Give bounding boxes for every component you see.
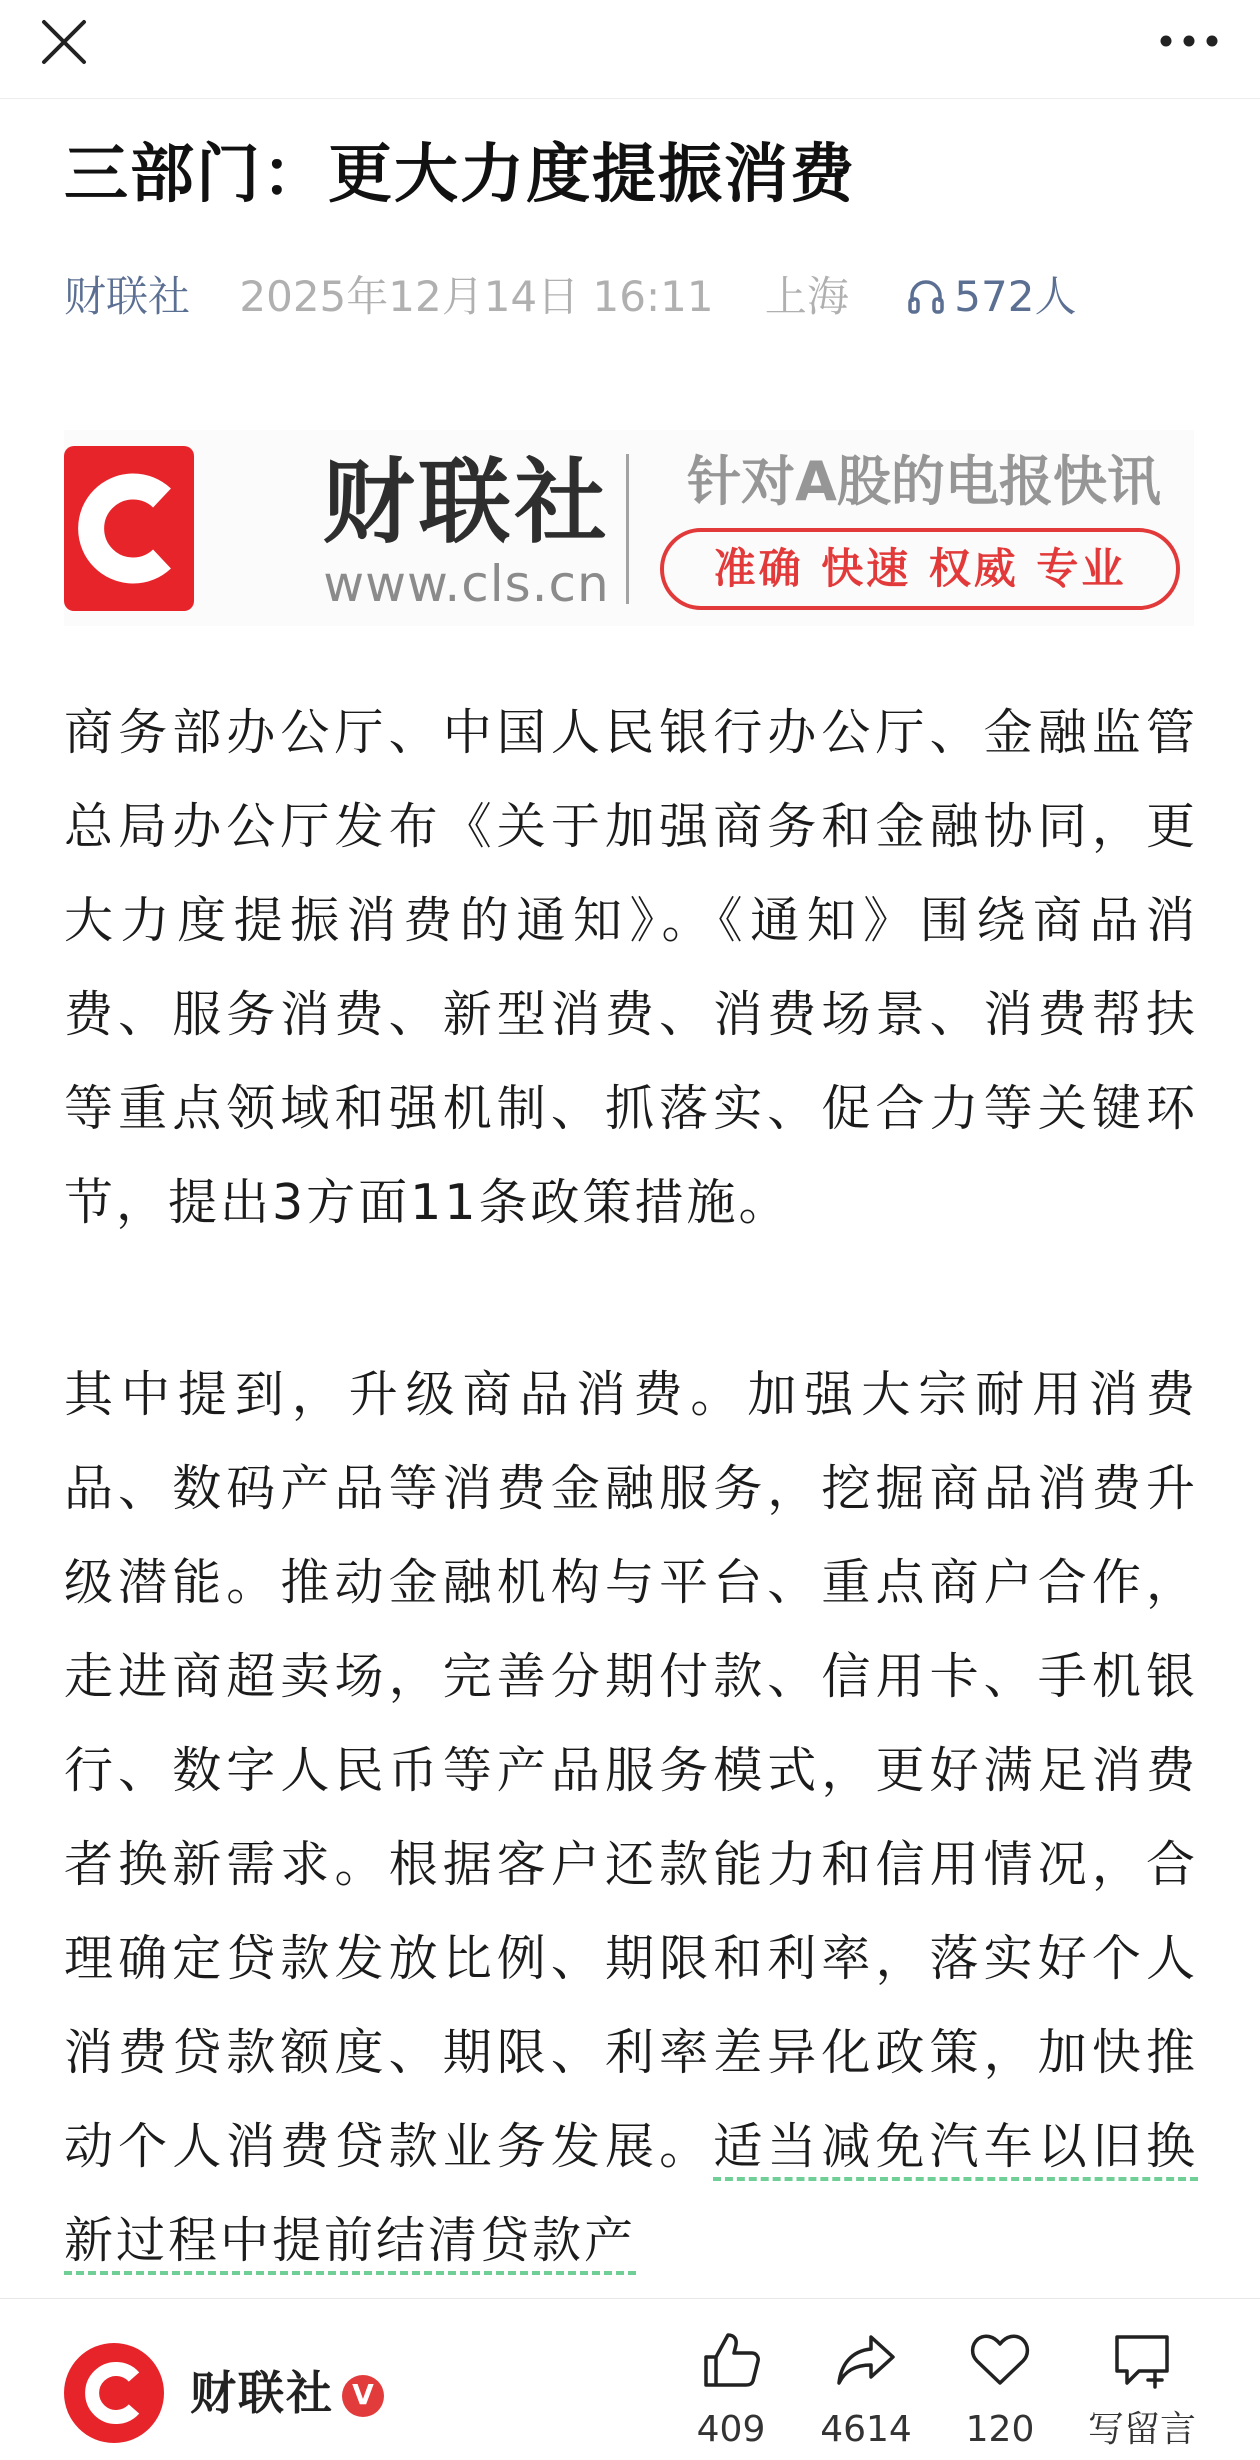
account-avatar[interactable]	[64, 2343, 164, 2443]
article-paragraph: 商务部办公厅、中国人民银行办公厅、金融监管总局办公厅发布《关于加强商务和金融协同，更大力度提振消费的通知》。《通知》围绕商品消费、服务消费、新型消费、消费场景、消费帮扶等重点领域和强机制、抓落实、促合力等关键环节，提出3方面11条政策措施。	[64, 704, 1198, 1231]
bottom-action-bar	[0, 2298, 1260, 2460]
banner-divider	[626, 454, 629, 604]
heart-icon	[967, 2327, 1033, 2393]
paragraph-text: 其中提到，升级商品消费。加强大宗耐用消费品、数码产品等消费金融服务，挖掘商品消费升级潜能。推动金融机构与平台、重点商户合作，走进商超卖场，完善分期付款、信用卡、手机银行、数字人民币等产品服务模式，更好满足消费者换新需求。根据客户还款能力和信用情况，合理确定贷款发放比例、期限和利率，落实好个人消费贷款额度、期限、利率差异化政策，加快推动个人消费贷款业务发展。	[64, 1366, 1198, 2175]
source-link[interactable]: 财联社	[64, 272, 191, 321]
article-paragraph	[64, 1348, 1198, 2288]
more-icon	[1154, 16, 1224, 66]
favorite-count: 120	[965, 2409, 1035, 2450]
article-meta	[64, 262, 1204, 332]
banner-tagline: 准确 快速 权威 专业	[660, 528, 1180, 610]
listen-count: 572人	[954, 272, 1077, 321]
favorite-button[interactable]	[940, 2327, 1060, 2457]
banner-slogan: 针对A股的电报快讯	[687, 450, 1161, 513]
top-bar	[0, 0, 1260, 99]
publish-location: 上海	[764, 272, 849, 321]
headphones-icon	[906, 276, 946, 316]
close-button[interactable]	[36, 14, 92, 70]
banner-brand: 财联社	[322, 449, 611, 556]
share-count: 4614	[820, 2409, 912, 2450]
thumbs-up-icon	[698, 2327, 764, 2393]
account-name[interactable]: 财联社	[190, 2366, 334, 2420]
comment-button[interactable]	[1077, 2327, 1207, 2457]
comment-icon	[1109, 2327, 1175, 2393]
banner-url: www.cls.cn	[323, 555, 610, 613]
listen-button[interactable]	[906, 272, 1076, 321]
cls-logo	[64, 446, 194, 611]
like-button[interactable]	[671, 2327, 791, 2457]
highlighted-sentence[interactable]: 适当减免汽车以旧换新过程中提前结清贷款产	[64, 2118, 1198, 2275]
verified-badge: V	[342, 2375, 384, 2417]
like-count: 409	[696, 2409, 766, 2450]
share-icon	[833, 2327, 899, 2393]
publish-datetime: 2025年12月14日 16:11	[239, 272, 714, 321]
comment-label: 写留言	[1087, 2409, 1196, 2450]
article-title: 三部门：更大力度提振消费	[64, 138, 856, 212]
close-icon	[36, 14, 92, 70]
more-button[interactable]	[1154, 16, 1224, 66]
share-button[interactable]	[806, 2327, 926, 2457]
brand-banner	[64, 430, 1194, 626]
